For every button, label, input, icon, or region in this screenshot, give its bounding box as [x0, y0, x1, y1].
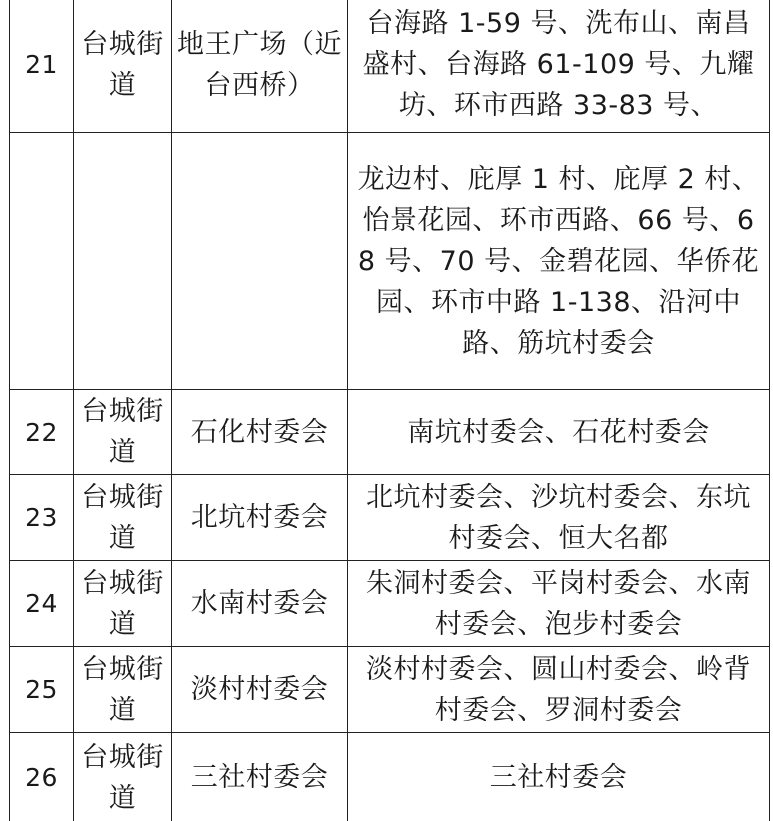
street-cell [74, 133, 172, 390]
row-number: 22 [10, 390, 74, 475]
addresses-cell: 龙边村、庇厚 1 村、庇厚 2 村、怡景花园、环市西路、66 号、68 号、70 号、金碧花园、华侨花园、环市中路 1-138、沿河中路、筋坑村委会 [348, 133, 770, 390]
site-cell [172, 133, 348, 390]
row-number: 26 [10, 733, 74, 821]
street-cell: 台城街道 [74, 647, 172, 733]
row-number: 21 [10, 0, 74, 133]
site-cell: 三社村委会 [172, 733, 348, 821]
site-cell: 地王广场（近台西桥） [172, 0, 348, 133]
addresses-cell: 北坑村委会、沙坑村委会、东坑村委会、恒大名都 [348, 475, 770, 561]
table-row [10, 0, 770, 133]
row-number: 23 [10, 475, 74, 561]
site-cell: 北坑村委会 [172, 475, 348, 561]
row-number: 24 [10, 561, 74, 647]
addresses-cell: 三社村委会 [348, 733, 770, 821]
street-cell: 台城街道 [74, 390, 172, 475]
street-cell: 台城街道 [74, 475, 172, 561]
table-row [10, 390, 770, 475]
address-table [9, 0, 770, 821]
site-cell: 水南村委会 [172, 561, 348, 647]
table-row [10, 475, 770, 561]
table-row [10, 133, 770, 390]
addresses-cell: 南坑村委会、石花村委会 [348, 390, 770, 475]
site-cell: 淡村村委会 [172, 647, 348, 733]
addresses-cell: 台海路 1-59 号、洗布山、南昌盛村、台海路 61-109 号、九耀坊、环市西路 33-83 号、 [348, 0, 770, 133]
addresses-cell: 朱洞村委会、平岗村委会、水南村委会、泡步村委会 [348, 561, 770, 647]
site-cell: 石化村委会 [172, 390, 348, 475]
row-number [10, 133, 74, 390]
street-cell: 台城街道 [74, 733, 172, 821]
street-cell: 台城街道 [74, 561, 172, 647]
street-cell: 台城街道 [74, 0, 172, 133]
table-row [10, 561, 770, 647]
table-row [10, 647, 770, 733]
row-number: 25 [10, 647, 74, 733]
addresses-cell: 淡村村委会、圆山村委会、岭背村委会、罗洞村委会 [348, 647, 770, 733]
table-row [10, 733, 770, 821]
